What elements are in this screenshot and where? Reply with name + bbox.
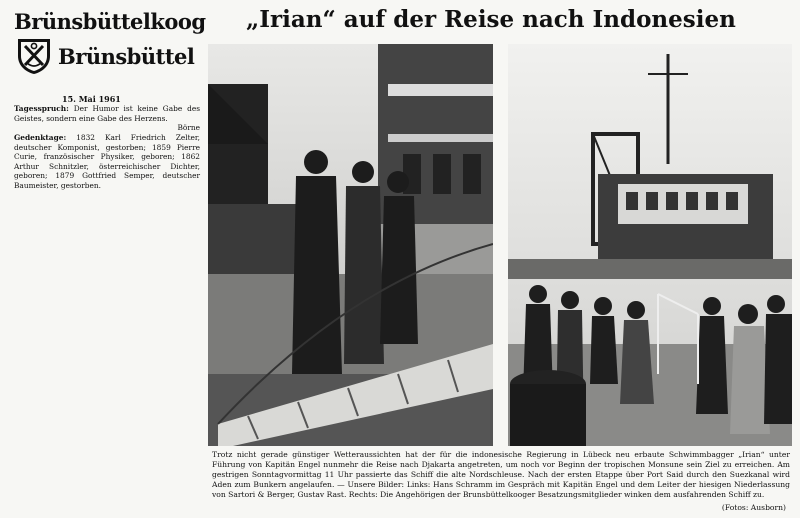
photo-captain-conversation — [208, 44, 493, 446]
coat-of-arms-icon — [14, 36, 54, 76]
photo-credit: (Fotos: Ausborn) — [721, 503, 786, 512]
events-label: Gedenktage: — [14, 133, 67, 142]
issue-date: 15. Mai 1961 — [62, 94, 121, 104]
daily-motto — [14, 104, 200, 123]
photo-families-waving — [508, 44, 792, 446]
photo-caption: Trotz nicht gerade günstiger Wetteraussichten hat der für die indonesische Regierung in Lübeck neu erbaute Schwimmbagger „Irian“ unter Führung von Kapitän Engel nunmehr die Reise nach Djakarta angetreten, um noch vor Beginn der tropischen Monsune sein Ziel zu erreichen. Am gestrigen Sonntagvormittag 11 Uhr passierte das Schiff die alte Nordschleuse. Nach der ersten Etappe über Port Said durch den Suezkanal wird Aden zum Bunkern angelaufen. — Unsere Bilder: Links: Hans Schramm im Gespräch mit Kapitän Engel und dem Leiter der hiesigen Niederlassung von Sartori & Berger, Gustav Rast. Rechts: Die Angehörigen der Brunsbüttelkooger Besatzungsmitglieder winken dem ausfahrenden Schiff zu. — [212, 450, 790, 499]
article-headline: „Irian“ auf der Reise nach Indonesien — [246, 6, 736, 33]
events-text: 1832 Karl Friedrich Zelter, deutscher Komponist, gestorben; 1859 Pierre Curie, französischer Physiker, geboren; 1862 Arthur Schnitzler, österreichischer Dichter, geboren; 1879 Gottfried Semper, deutscher Baumeister, gestorben. — [14, 133, 200, 190]
photo-left-image — [208, 44, 493, 446]
masthead-title-line2: Brünsbüttel — [58, 43, 195, 69]
motto-label: Tagesspruch: — [14, 104, 69, 113]
commemoration-days — [14, 133, 200, 191]
motto-text: Der Humor ist keine Gabe des Geistes, sondern eine Gabe des Herzens. — [14, 104, 201, 123]
masthead-title-line1: Brünsbüttelkoog — [14, 9, 206, 34]
motto-author: Börne — [177, 123, 200, 132]
masthead — [14, 9, 206, 76]
photo-right-image — [508, 44, 792, 446]
